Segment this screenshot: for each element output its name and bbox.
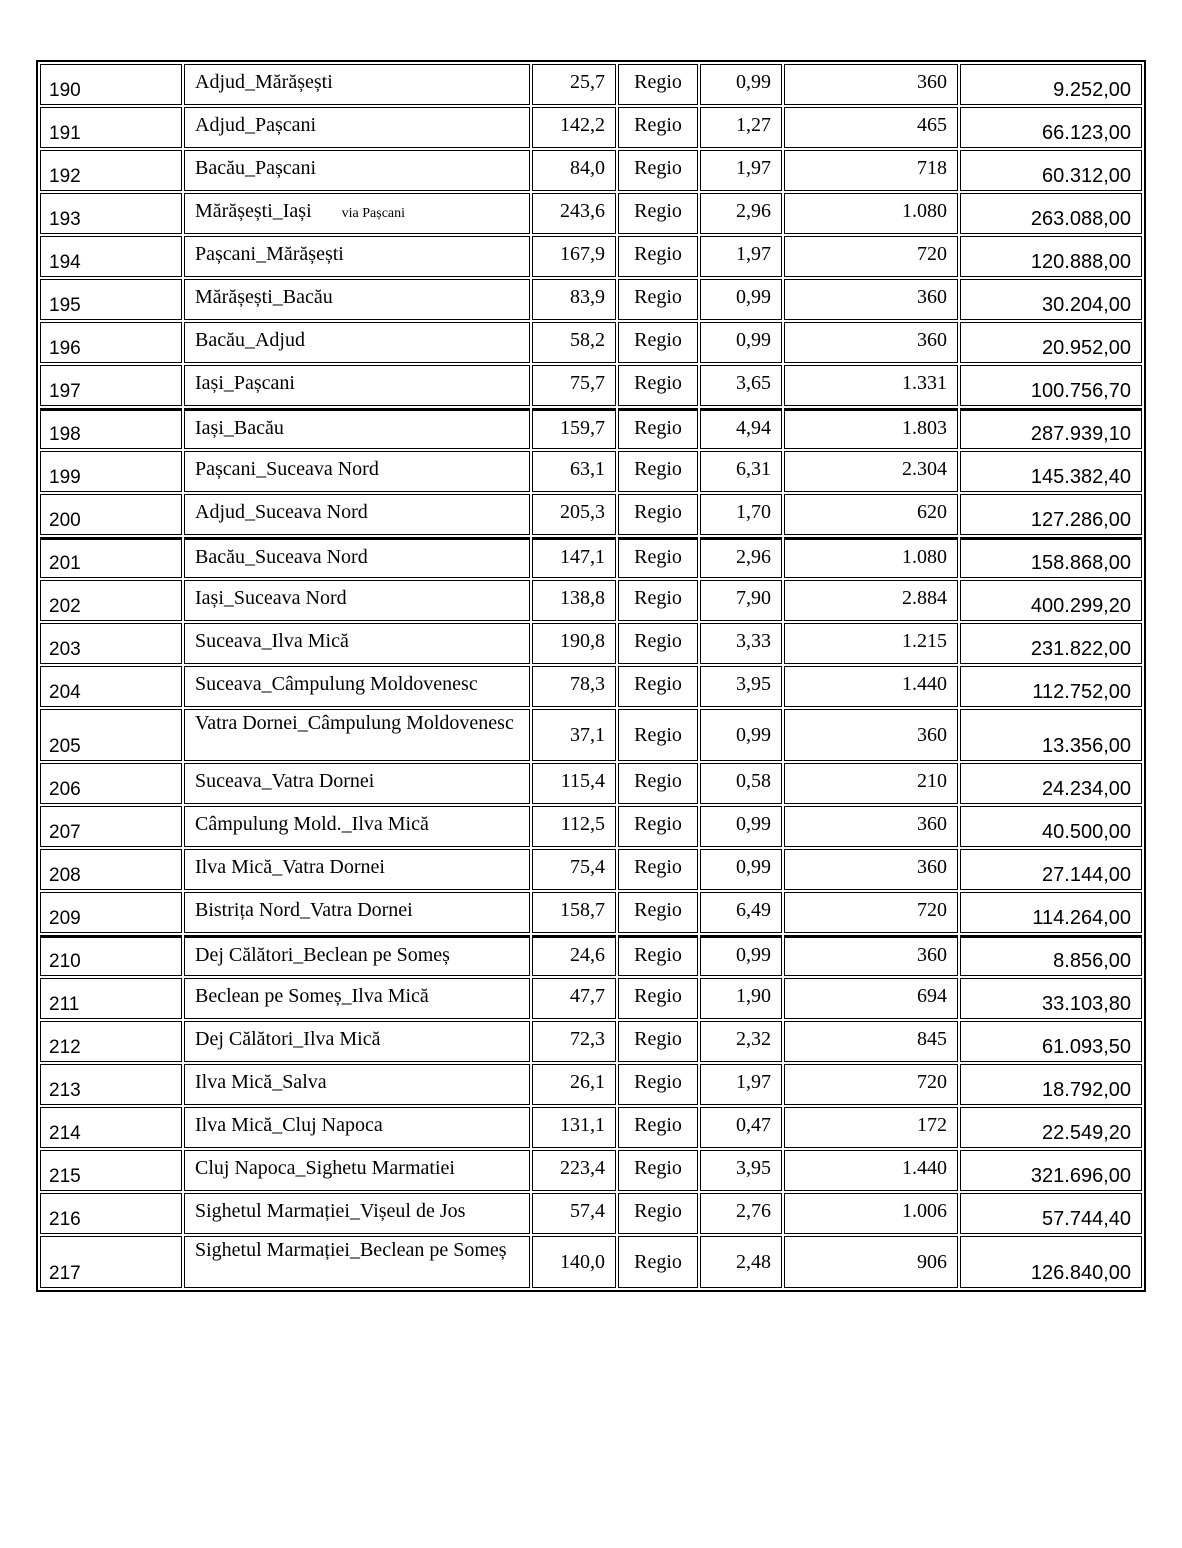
train-type: Regio — [618, 1064, 698, 1105]
total-value: 13.356,00 — [960, 709, 1142, 761]
distance-km: 167,9 — [532, 236, 616, 277]
count-value: 2.884 — [784, 580, 958, 621]
table-row — [40, 193, 1142, 234]
distance-km: 83,9 — [532, 279, 616, 320]
total-value: 112.752,00 — [960, 666, 1142, 707]
table-row — [40, 978, 1142, 1019]
row-number: 191 — [40, 107, 182, 148]
table-body — [40, 64, 1142, 1288]
train-type: Regio — [618, 1236, 698, 1288]
distance-km: 37,1 — [532, 709, 616, 761]
total-value: 231.822,00 — [960, 623, 1142, 664]
table-row — [40, 236, 1142, 277]
table-row — [40, 666, 1142, 707]
row-number: 193 — [40, 193, 182, 234]
train-type: Regio — [618, 408, 698, 449]
count-value: 1.440 — [784, 1150, 958, 1191]
total-value: 287.939,10 — [960, 408, 1142, 449]
route-name: Ilva Mică_Cluj Napoca — [184, 1107, 530, 1148]
train-type: Regio — [618, 322, 698, 363]
row-number: 206 — [40, 763, 182, 804]
coefficient: 6,31 — [700, 451, 782, 492]
route-name: Câmpulung Mold._Ilva Mică — [184, 806, 530, 847]
row-number: 208 — [40, 849, 182, 890]
table-row — [40, 580, 1142, 621]
count-value: 1.440 — [784, 666, 958, 707]
coefficient: 0,99 — [700, 64, 782, 105]
distance-km: 25,7 — [532, 64, 616, 105]
row-number: 198 — [40, 408, 182, 449]
route-name: Ilva Mică_Vatra Dornei — [184, 849, 530, 890]
distance-km: 115,4 — [532, 763, 616, 804]
coefficient: 0,99 — [700, 279, 782, 320]
count-value: 720 — [784, 892, 958, 933]
distance-km: 142,2 — [532, 107, 616, 148]
row-number: 197 — [40, 365, 182, 406]
train-type: Regio — [618, 623, 698, 664]
count-value: 718 — [784, 150, 958, 191]
train-type: Regio — [618, 978, 698, 1019]
distance-km: 63,1 — [532, 451, 616, 492]
table-row — [40, 1107, 1142, 1148]
distance-km: 72,3 — [532, 1021, 616, 1062]
coefficient: 1,97 — [700, 236, 782, 277]
train-type: Regio — [618, 279, 698, 320]
count-value: 720 — [784, 236, 958, 277]
route-name: Dej Călători_Beclean pe Someș — [184, 935, 530, 976]
table-row — [40, 279, 1142, 320]
count-value: 1.080 — [784, 537, 958, 578]
coefficient: 1,90 — [700, 978, 782, 1019]
route-name: Sighetul Marmației_Beclean pe Someș — [184, 1236, 530, 1288]
total-value: 40.500,00 — [960, 806, 1142, 847]
row-number: 205 — [40, 709, 182, 761]
route-name: Adjud_Mărășești — [184, 64, 530, 105]
row-number: 217 — [40, 1236, 182, 1288]
total-value: 30.204,00 — [960, 279, 1142, 320]
count-value: 720 — [784, 1064, 958, 1105]
table-row — [40, 150, 1142, 191]
coefficient: 0,99 — [700, 935, 782, 976]
row-number: 213 — [40, 1064, 182, 1105]
count-value: 172 — [784, 1107, 958, 1148]
coefficient: 0,99 — [700, 709, 782, 761]
distance-km: 112,5 — [532, 806, 616, 847]
table-row — [40, 64, 1142, 105]
total-value: 100.756,70 — [960, 365, 1142, 406]
total-value: 27.144,00 — [960, 849, 1142, 890]
table-row — [40, 107, 1142, 148]
table-row — [40, 623, 1142, 664]
distance-km: 57,4 — [532, 1193, 616, 1234]
table-row — [40, 1236, 1142, 1288]
total-value: 120.888,00 — [960, 236, 1142, 277]
count-value: 620 — [784, 494, 958, 535]
coefficient: 2,96 — [700, 193, 782, 234]
route-via-note: via Pașcani — [341, 206, 406, 221]
row-number: 216 — [40, 1193, 182, 1234]
row-number: 192 — [40, 150, 182, 191]
routes-table — [38, 62, 1144, 1290]
train-type: Regio — [618, 193, 698, 234]
table-row — [40, 763, 1142, 804]
count-value: 906 — [784, 1236, 958, 1288]
total-value: 57.744,40 — [960, 1193, 1142, 1234]
route-name: Bacău_Suceava Nord — [184, 537, 530, 578]
count-value: 694 — [784, 978, 958, 1019]
count-value: 360 — [784, 279, 958, 320]
train-type: Regio — [618, 849, 698, 890]
coefficient: 1,97 — [700, 1064, 782, 1105]
coefficient: 2,48 — [700, 1236, 782, 1288]
coefficient: 0,99 — [700, 849, 782, 890]
distance-km: 75,4 — [532, 849, 616, 890]
coefficient: 0,47 — [700, 1107, 782, 1148]
route-name: Mărășești_Bacău — [184, 279, 530, 320]
row-number: 202 — [40, 580, 182, 621]
train-type: Regio — [618, 494, 698, 535]
train-type: Regio — [618, 150, 698, 191]
table-row — [40, 365, 1142, 406]
train-type: Regio — [618, 1150, 698, 1191]
distance-km: 138,8 — [532, 580, 616, 621]
distance-km: 158,7 — [532, 892, 616, 933]
count-value: 360 — [784, 64, 958, 105]
table-row — [40, 1021, 1142, 1062]
train-type: Regio — [618, 666, 698, 707]
count-value: 360 — [784, 709, 958, 761]
route-name: Pașcani_Suceava Nord — [184, 451, 530, 492]
coefficient: 7,90 — [700, 580, 782, 621]
total-value: 114.264,00 — [960, 892, 1142, 933]
total-value: 263.088,00 — [960, 193, 1142, 234]
count-value: 1.331 — [784, 365, 958, 406]
route-name: Iași_Pașcani — [184, 365, 530, 406]
distance-km: 243,6 — [532, 193, 616, 234]
row-number: 209 — [40, 892, 182, 933]
count-value: 360 — [784, 322, 958, 363]
train-type: Regio — [618, 107, 698, 148]
route-name: Vatra Dornei_Câmpulung Moldovenesc — [184, 709, 530, 761]
route-name: Bistrița Nord_Vatra Dornei — [184, 892, 530, 933]
total-value: 400.299,20 — [960, 580, 1142, 621]
train-type: Regio — [618, 1107, 698, 1148]
route-name: Ilva Mică_Salva — [184, 1064, 530, 1105]
coefficient: 2,96 — [700, 537, 782, 578]
coefficient: 3,95 — [700, 1150, 782, 1191]
coefficient: 4,94 — [700, 408, 782, 449]
route-name: Suceava_Câmpulung Moldovenesc — [184, 666, 530, 707]
total-value: 8.856,00 — [960, 935, 1142, 976]
row-number: 214 — [40, 1107, 182, 1148]
route-name: Iași_Bacău — [184, 408, 530, 449]
distance-km: 78,3 — [532, 666, 616, 707]
row-number: 207 — [40, 806, 182, 847]
train-type: Regio — [618, 451, 698, 492]
distance-km: 205,3 — [532, 494, 616, 535]
count-value: 1.215 — [784, 623, 958, 664]
table-row — [40, 1064, 1142, 1105]
train-type: Regio — [618, 236, 698, 277]
total-value: 321.696,00 — [960, 1150, 1142, 1191]
coefficient: 0,99 — [700, 806, 782, 847]
row-number: 201 — [40, 537, 182, 578]
coefficient: 1,27 — [700, 107, 782, 148]
train-type: Regio — [618, 365, 698, 406]
count-value: 360 — [784, 849, 958, 890]
total-value: 158.868,00 — [960, 537, 1142, 578]
train-type: Regio — [618, 709, 698, 761]
route-name: Iași_Suceava Nord — [184, 580, 530, 621]
count-value: 1.803 — [784, 408, 958, 449]
distance-km: 131,1 — [532, 1107, 616, 1148]
total-value: 20.952,00 — [960, 322, 1142, 363]
count-value: 465 — [784, 107, 958, 148]
row-number: 212 — [40, 1021, 182, 1062]
train-type: Regio — [618, 935, 698, 976]
total-value: 66.123,00 — [960, 107, 1142, 148]
row-number: 210 — [40, 935, 182, 976]
route-name: Suceava_Vatra Dornei — [184, 763, 530, 804]
row-number: 190 — [40, 64, 182, 105]
train-type: Regio — [618, 580, 698, 621]
table-row — [40, 806, 1142, 847]
count-value: 360 — [784, 935, 958, 976]
count-value: 360 — [784, 806, 958, 847]
distance-km: 47,7 — [532, 978, 616, 1019]
table-row — [40, 1193, 1142, 1234]
route-name: Beclean pe Someș_Ilva Mică — [184, 978, 530, 1019]
row-number: 195 — [40, 279, 182, 320]
total-value: 33.103,80 — [960, 978, 1142, 1019]
coefficient: 1,97 — [700, 150, 782, 191]
row-number: 204 — [40, 666, 182, 707]
table-row — [40, 408, 1142, 449]
route-name: Adjud_Pașcani — [184, 107, 530, 148]
distance-km: 26,1 — [532, 1064, 616, 1105]
total-value: 18.792,00 — [960, 1064, 1142, 1105]
route-name: Pașcani_Mărășești — [184, 236, 530, 277]
train-type: Regio — [618, 64, 698, 105]
train-type: Regio — [618, 892, 698, 933]
train-type: Regio — [618, 806, 698, 847]
total-value: 61.093,50 — [960, 1021, 1142, 1062]
table-row — [40, 494, 1142, 535]
distance-km: 140,0 — [532, 1236, 616, 1288]
coefficient: 2,76 — [700, 1193, 782, 1234]
route-name: Cluj Napoca_Sighetu Marmatiei — [184, 1150, 530, 1191]
table-row — [40, 322, 1142, 363]
row-number: 211 — [40, 978, 182, 1019]
total-value: 9.252,00 — [960, 64, 1142, 105]
route-name: Dej Călători_Ilva Mică — [184, 1021, 530, 1062]
coefficient: 6,49 — [700, 892, 782, 933]
distance-km: 147,1 — [532, 537, 616, 578]
coefficient: 3,95 — [700, 666, 782, 707]
total-value: 24.234,00 — [960, 763, 1142, 804]
coefficient: 0,58 — [700, 763, 782, 804]
route-name: Sighetul Marmației_Vișeul de Jos — [184, 1193, 530, 1234]
tariff-table-frame — [36, 60, 1146, 1292]
distance-km: 190,8 — [532, 623, 616, 664]
total-value: 127.286,00 — [960, 494, 1142, 535]
table-row — [40, 451, 1142, 492]
count-value: 1.080 — [784, 193, 958, 234]
row-number: 203 — [40, 623, 182, 664]
coefficient: 0,99 — [700, 322, 782, 363]
row-number: 199 — [40, 451, 182, 492]
route-name: Suceava_Ilva Mică — [184, 623, 530, 664]
row-number: 200 — [40, 494, 182, 535]
table-row — [40, 935, 1142, 976]
row-number: 196 — [40, 322, 182, 363]
total-value: 126.840,00 — [960, 1236, 1142, 1288]
table-row — [40, 892, 1142, 933]
total-value: 60.312,00 — [960, 150, 1142, 191]
distance-km: 159,7 — [532, 408, 616, 449]
count-value: 1.006 — [784, 1193, 958, 1234]
count-value: 210 — [784, 763, 958, 804]
train-type: Regio — [618, 1193, 698, 1234]
coefficient: 3,33 — [700, 623, 782, 664]
distance-km: 58,2 — [532, 322, 616, 363]
route-name: Bacău_Pașcani — [184, 150, 530, 191]
route-name: Mărășești_Iași via Pașcani — [184, 193, 530, 234]
row-number: 215 — [40, 1150, 182, 1191]
distance-km: 24,6 — [532, 935, 616, 976]
coefficient: 2,32 — [700, 1021, 782, 1062]
distance-km: 75,7 — [532, 365, 616, 406]
distance-km: 223,4 — [532, 1150, 616, 1191]
train-type: Regio — [618, 763, 698, 804]
distance-km: 84,0 — [532, 150, 616, 191]
table-row — [40, 849, 1142, 890]
row-number: 194 — [40, 236, 182, 277]
total-value: 145.382,40 — [960, 451, 1142, 492]
train-type: Regio — [618, 1021, 698, 1062]
route-name: Adjud_Suceava Nord — [184, 494, 530, 535]
total-value: 22.549,20 — [960, 1107, 1142, 1148]
train-type: Regio — [618, 537, 698, 578]
table-row — [40, 1150, 1142, 1191]
route-name: Bacău_Adjud — [184, 322, 530, 363]
count-value: 2.304 — [784, 451, 958, 492]
table-row — [40, 709, 1142, 761]
count-value: 845 — [784, 1021, 958, 1062]
coefficient: 3,65 — [700, 365, 782, 406]
coefficient: 1,70 — [700, 494, 782, 535]
table-row — [40, 537, 1142, 578]
